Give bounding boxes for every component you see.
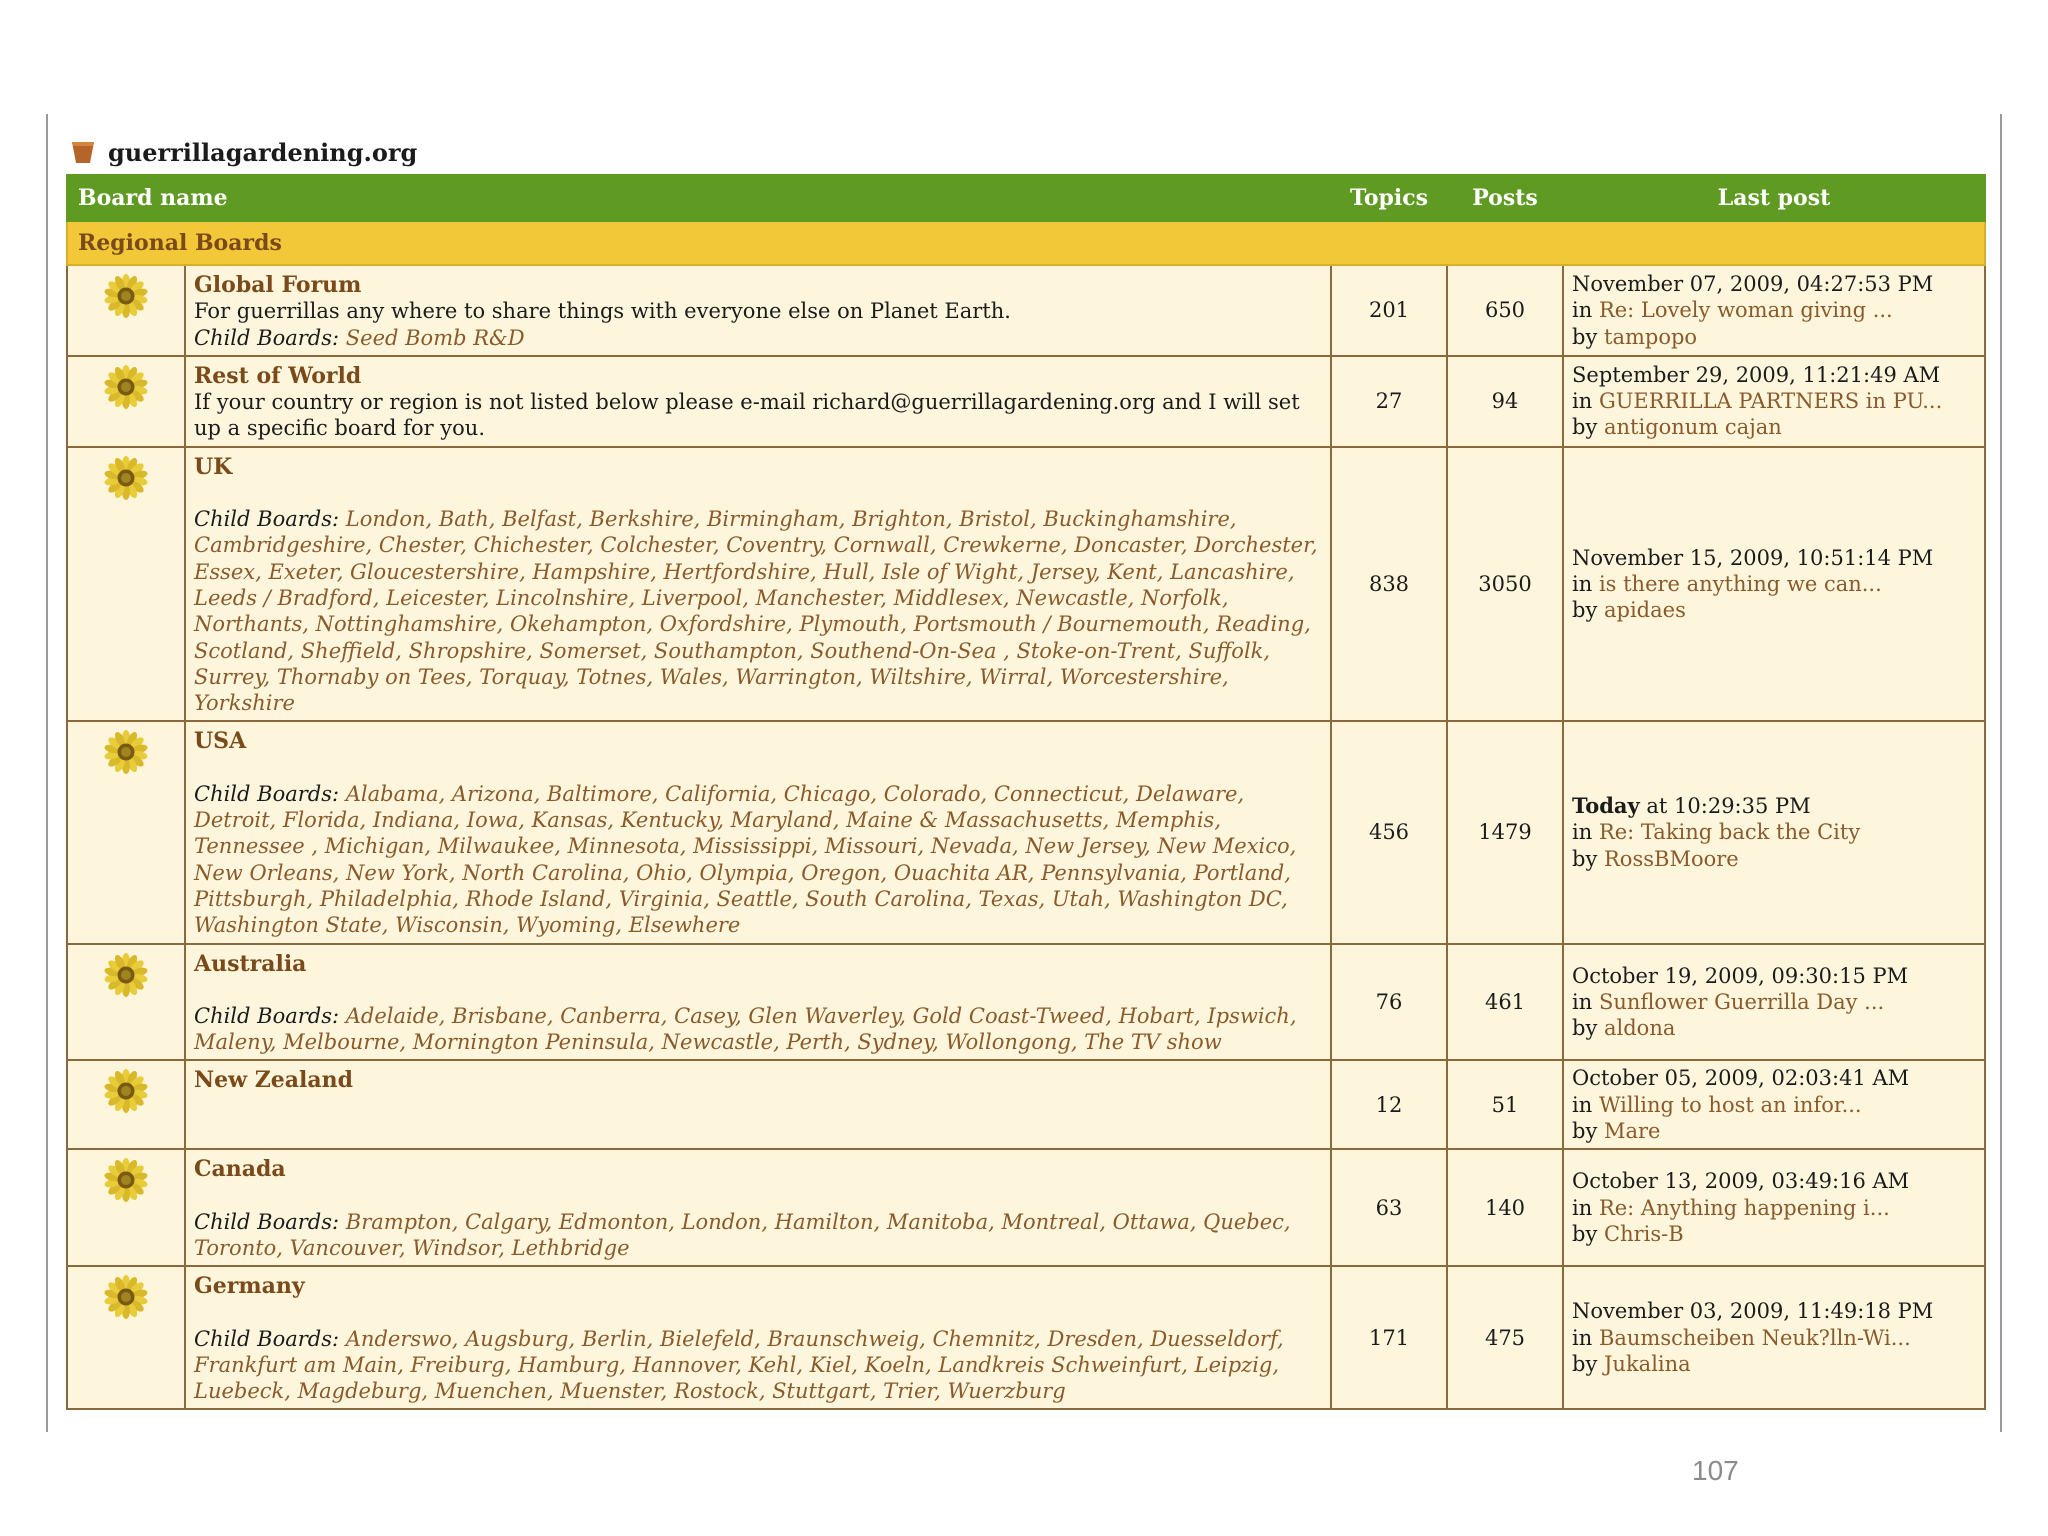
last-post-by-label: by [1572, 1221, 1598, 1246]
last-post-by-label: by [1572, 415, 1598, 440]
slide-page-number: 107 [1692, 1455, 1739, 1486]
board-index-table [66, 174, 1986, 1410]
board-title-link[interactable]: Global Forum [194, 272, 362, 298]
flower-pot-icon [70, 139, 96, 165]
last-post-topic-line [1572, 571, 1976, 597]
last-post-user-line [1572, 1118, 1976, 1144]
last-post-date: October 05, 2009, 02:03:41 AM [1572, 1066, 1910, 1091]
last-post-cell [1563, 1060, 1985, 1149]
board-icon-cell [67, 265, 185, 356]
last-post-topic-line [1572, 1325, 1976, 1351]
child-boards-label: Child Boards: [194, 325, 340, 350]
last-post-date: at 10:29:35 PM [1646, 794, 1811, 819]
board-title-link[interactable]: Canada [194, 1156, 286, 1183]
last-post-in-label: in [1572, 389, 1593, 414]
spacer [194, 977, 1324, 1003]
last-post-cell [1563, 356, 1985, 447]
board-icon-cell [67, 944, 185, 1061]
sunflower-icon [104, 953, 148, 997]
last-post-date-line [1572, 1298, 1976, 1324]
last-post-topic-line [1572, 989, 1976, 1015]
last-post-date-line [1572, 793, 1976, 819]
last-post-topic-line [1572, 388, 1976, 414]
board-title-link[interactable]: UK [194, 453, 233, 480]
child-boards-links[interactable]: Adelaide, Brisbane, Canberra, Casey, Glen Waverley, Gold Coast-Tweed, Hobart, Ipswich, Maleny, Melbourne, Mornington Peninsula, Newcastle, Perth, Sydney, Wollongong, The TV show [194, 1003, 1297, 1055]
last-post-topic-line [1572, 819, 1976, 845]
board-title-link[interactable]: Rest of World [194, 362, 362, 389]
last-post-topic-link[interactable]: Willing to host an infor... [1598, 1092, 1862, 1117]
board-info [185, 1060, 1331, 1149]
board-info [185, 447, 1331, 722]
child-boards [194, 1209, 1324, 1262]
child-boards-label: Child Boards: [194, 507, 340, 532]
board-icon-cell [67, 447, 185, 722]
last-post-user-line [1572, 1015, 1976, 1041]
last-post-date-line [1572, 963, 1976, 989]
board-row [67, 1149, 1985, 1266]
child-boards-links[interactable]: Brampton, Calgary, Edmonton, London, Hamilton, Manitoba, Montreal, Ottawa, Quebec, Toronto, Vancouver, Windsor, Lethbridge [194, 1209, 1291, 1260]
sunflower-icon [104, 365, 148, 409]
child-boards [194, 1003, 1324, 1056]
board-row [67, 721, 1985, 943]
spacer [194, 480, 1324, 506]
child-boards-label: Child Boards: [194, 1209, 340, 1234]
topics-count: 171 [1331, 1266, 1447, 1409]
board-title-link[interactable]: USA [194, 728, 247, 755]
topics-count: 76 [1331, 944, 1447, 1061]
board-row [67, 944, 1985, 1061]
posts-count: 1479 [1447, 721, 1563, 943]
last-post-in-label: in [1572, 1325, 1593, 1350]
last-post-by-label: by [1572, 324, 1598, 349]
spacer [194, 1300, 1324, 1326]
header-board-name: Board name [67, 175, 1331, 221]
board-icon-cell [67, 1149, 185, 1266]
last-post-in-label: in [1572, 820, 1593, 845]
child-boards-label: Child Boards: [194, 781, 340, 806]
last-post-date: October 19, 2009, 09:30:15 PM [1572, 963, 1909, 988]
last-post-date: September 29, 2009, 11:21:49 AM [1572, 362, 1941, 387]
board-row [67, 265, 1985, 356]
last-post-topic-link[interactable]: Re: Taking back the City [1598, 820, 1861, 845]
child-boards-links[interactable]: Alabama, Arizona, Baltimore, California, Chicago, Colorado, Connecticut, Delaware, Detroit, Florida, Indiana, Iowa, Kansas, Kentucky, Maryland, Maine & Massachusetts, Memphis, Tennessee , Michigan, Milwaukee, Minnesota, Mississippi, Missouri, Nevada, New Jersey, New Mexico, New Orleans, New York, North Carolina, Ohio, Olympia, Oregon, Ouachita AR, Pennsylvania, Portland, Pittsburgh, Philadelphia, Rhode Island, Virginia, Seattle, South Carolina, Texas, Utah, Washington DC, Washington State, Wisconsin, Wyoming, Elsewhere [194, 781, 1297, 938]
last-post-cell [1563, 944, 1985, 1061]
board-info [185, 265, 1331, 356]
posts-count: 650 [1447, 265, 1563, 356]
last-post-date: October 13, 2009, 03:49:16 AM [1572, 1169, 1910, 1194]
last-post-date: November 07, 2009, 04:27:53 PM [1572, 272, 1934, 296]
last-post-date-line [1572, 1168, 1976, 1194]
child-boards-label: Child Boards: [194, 1003, 340, 1028]
child-boards-links[interactable]: Anderswo, Augsburg, Berlin, Bielefeld, Braunschweig, Chemnitz, Dresden, Duesseldorf, Frankfurt am Main, Freiburg, Hamburg, Hannover, Kehl, Kiel, Koeln, Landkreis Schweinfurt, Leipzig, Luebeck, Magdeburg, Muenchen, Muenster, Rostock, Stuttgart, Trier, Wuerzburg [194, 1326, 1284, 1404]
last-post-topic-link[interactable]: Sunflower Guerrilla Day ... [1598, 989, 1885, 1014]
header-posts: Posts [1447, 175, 1563, 221]
child-boards-label: Child Boards: [194, 1326, 340, 1351]
last-post-cell [1563, 265, 1985, 356]
last-post-cell [1563, 1266, 1985, 1409]
last-post-topic-line [1572, 1092, 1976, 1118]
posts-count: 461 [1447, 944, 1563, 1061]
board-icon-cell [67, 721, 185, 943]
topics-count: 838 [1331, 447, 1447, 722]
last-post-user-link[interactable]: aldona [1604, 1016, 1676, 1041]
board-icon-cell [67, 1060, 185, 1149]
last-post-cell [1563, 721, 1985, 943]
header-last-post: Last post [1563, 175, 1985, 221]
last-post-in-label: in [1572, 571, 1593, 596]
last-post-user-line [1572, 846, 1976, 872]
last-post-user-link[interactable]: antigonum cajan [1604, 415, 1782, 440]
last-post-in-label: in [1572, 989, 1593, 1014]
child-boards [194, 325, 1324, 351]
last-post-topic-link[interactable]: Baumscheiben Neuk?lln-Wi... [1598, 1325, 1911, 1350]
spacer [194, 755, 1324, 781]
last-post-today: Today [1572, 793, 1640, 819]
posts-count: 140 [1447, 1149, 1563, 1266]
board-info [185, 1266, 1331, 1409]
last-post-topic-line [1572, 1195, 1976, 1221]
last-post-in-label: in [1572, 298, 1593, 323]
last-post-user-link[interactable]: Chris-B [1604, 1221, 1684, 1246]
board-title-link[interactable]: Germany [194, 1273, 305, 1300]
category-row [67, 221, 1985, 265]
screenshot-frame [46, 114, 2002, 1432]
last-post-date: November 03, 2009, 11:49:18 PM [1572, 1299, 1934, 1324]
site-title[interactable]: guerrillagardening.org [108, 137, 418, 167]
board-info [185, 356, 1331, 447]
last-post-by-label: by [1572, 1119, 1598, 1144]
last-post-cell [1563, 1149, 1985, 1266]
board-info [185, 721, 1331, 943]
last-post-topic-line [1572, 297, 1976, 323]
last-post-by-label: by [1572, 846, 1598, 871]
last-post-user-line [1572, 1351, 1976, 1377]
last-post-user-line [1572, 324, 1976, 350]
board-row [67, 1266, 1985, 1409]
topics-count: 27 [1331, 356, 1447, 447]
last-post-user-line [1572, 597, 1976, 623]
last-post-date-line [1572, 1065, 1976, 1091]
last-post-user-line [1572, 1221, 1976, 1247]
topics-count: 456 [1331, 721, 1447, 943]
last-post-cell [1563, 447, 1985, 722]
last-post-topic-link[interactable]: Re: Anything happening i... [1598, 1195, 1890, 1220]
posts-count: 475 [1447, 1266, 1563, 1409]
topics-count: 12 [1331, 1060, 1447, 1149]
sunflower-icon [104, 730, 148, 774]
spacer [194, 1183, 1324, 1209]
board-row [67, 356, 1985, 447]
child-boards [194, 1326, 1324, 1405]
header-topics: Topics [1331, 175, 1447, 221]
child-boards [194, 781, 1324, 939]
sunflower-icon [104, 1275, 148, 1319]
child-boards-links[interactable]: London, Bath, Belfast, Berkshire, Birmingham, Brighton, Bristol, Buckinghamshire, Cambridgeshire, Chester, Chichester, Colchester, Coventry, Cornwall, Crewkerne, Doncaster, Dorchester, Essex, Exeter, Gloucestershire, Hampshire, Hertfordshire, Hull, Isle of Wight, Jersey, Kent, Lancashire, Leeds / Bradford, Leicester, Lincolnshire, Liverpool, Manchester, Middlesex, Newcastle, Norfolk, Northants, Nottinghamshire, Okehampton, Oxfordshire, Plymouth, Portsmouth / Bournemouth, Reading, Scotland, Sheffield, Shropshire, Somerset, Southampton, Southend-On-Sea , Stoke-on-Trent, Suffolk, Surrey, Thornaby on Tees, Torquay, Totnes, Wales, Warrington, Wiltshire, Wirral, Worcestershire, Yorkshire [194, 507, 1318, 716]
board-description: If your country or region is not listed below please e-mail richard@guerrillagardening.org and I will set up a specific board for you. [194, 390, 1300, 441]
board-title-link[interactable]: New Zealand [194, 1067, 354, 1094]
last-post-by-label: by [1572, 1351, 1598, 1376]
last-post-date-line [1572, 545, 1976, 571]
last-post-date: November 15, 2009, 10:51:14 PM [1572, 545, 1934, 570]
child-boards [194, 506, 1324, 716]
board-icon-cell [67, 356, 185, 447]
last-post-in-label: in [1572, 1092, 1593, 1117]
sunflower-icon [104, 274, 148, 318]
last-post-topic-link[interactable]: Re: Lovely woman giving ... [1598, 298, 1893, 323]
last-post-by-label: by [1572, 598, 1598, 623]
sunflower-icon [104, 456, 148, 500]
board-title-link[interactable]: Australia [194, 950, 307, 977]
last-post-by-label: by [1572, 1016, 1598, 1041]
table-header-row [67, 175, 1985, 221]
board-info [185, 944, 1331, 1061]
posts-count: 94 [1447, 356, 1563, 447]
last-post-user-line [1572, 414, 1976, 440]
posts-count: 51 [1447, 1060, 1563, 1149]
sunflower-icon [104, 1069, 148, 1113]
last-post-user-link[interactable]: Mare [1604, 1119, 1661, 1144]
posts-count: 3050 [1447, 447, 1563, 722]
last-post-user-link[interactable]: tampopo [1604, 324, 1698, 349]
last-post-user-link[interactable]: RossBMoore [1604, 846, 1739, 871]
category-title[interactable]: Regional Boards [67, 221, 1985, 265]
board-row [67, 1060, 1985, 1149]
last-post-date-line [1572, 271, 1976, 297]
last-post-topic-link[interactable]: GUERRILLA PARTNERS in PU... [1598, 389, 1943, 414]
topics-count: 63 [1331, 1149, 1447, 1266]
topics-count: 201 [1331, 265, 1447, 356]
board-icon-cell [67, 1266, 185, 1409]
site-header [70, 132, 417, 172]
board-description: For guerrillas any where to share things with everyone else on Planet Earth. [194, 299, 1011, 324]
last-post-user-link[interactable]: Jukalina [1604, 1351, 1691, 1376]
child-boards-links[interactable]: Seed Bomb R&D [345, 325, 525, 350]
last-post-user-link[interactable]: apidaes [1604, 598, 1686, 623]
last-post-in-label: in [1572, 1195, 1593, 1220]
board-info [185, 1149, 1331, 1266]
last-post-date-line [1572, 362, 1976, 388]
board-row [67, 447, 1985, 722]
last-post-topic-link[interactable]: is there anything we can... [1598, 571, 1882, 596]
sunflower-icon [104, 1158, 148, 1202]
